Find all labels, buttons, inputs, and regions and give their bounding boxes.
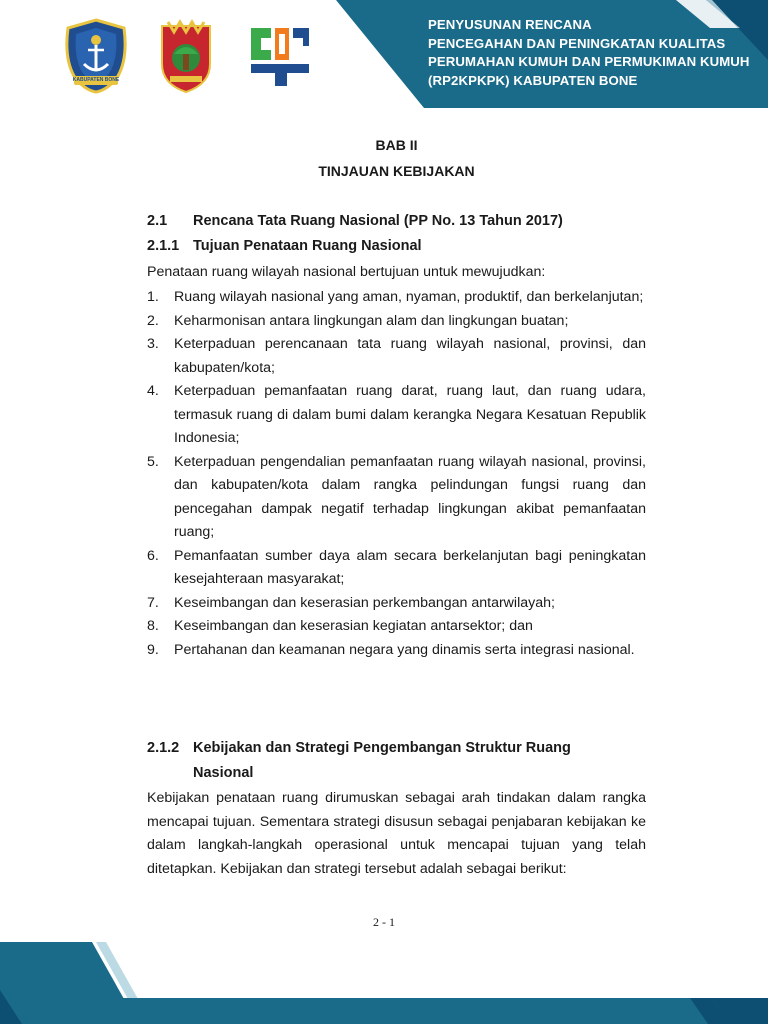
policy-paragraph: Kebijakan penataan ruang dirumuskan sebagai arah tindakan dalam rangka mencapai tujuan. Sementara strategi disusun sebagai penjabaran kebijakan ke dalam langkah-langkah operasional untuk mencapai tujuan yang telah ditetapkan. Kebijakan dan strategi tersebut adalah sebagai berikut: bbox=[147, 790, 646, 877]
header-title-line: PENCEGAHAN DAN PENINGKATAN KUALITAS bbox=[428, 35, 726, 51]
page-header bbox=[0, 0, 768, 108]
bone-logo-caption: KABUPATEN BONE bbox=[72, 77, 120, 83]
list-number: 2. bbox=[147, 312, 159, 329]
list-number: 6. bbox=[147, 547, 159, 564]
section-title-continued: Nasional bbox=[193, 765, 254, 781]
list-item bbox=[147, 310, 646, 334]
list-number: 8. bbox=[147, 618, 159, 634]
header-title-line: PENYUSUNAN RENCANA bbox=[428, 17, 592, 32]
list-item bbox=[147, 286, 646, 310]
intro-paragraph: Penataan ruang wilayah nasional bertujuan untuk mewujudkan: bbox=[147, 264, 546, 280]
list-text: Pertahanan dan keamanan negara yang dinamis serta integrasi nasional. bbox=[174, 641, 635, 658]
list-number: 7. bbox=[147, 594, 159, 611]
list-item bbox=[147, 545, 646, 592]
section-title: Kebijakan dan Strategi Pengembangan Struktur Ruang bbox=[193, 740, 571, 756]
list-number: 4. bbox=[147, 383, 159, 399]
chapter-title: TINJAUAN KEBIJAKAN bbox=[318, 163, 475, 179]
objectives-list bbox=[147, 286, 646, 662]
section-title: Rencana Tata Ruang Nasional (PP No. 13 Tahun 2017) bbox=[193, 213, 563, 229]
header-title bbox=[428, 16, 758, 90]
section-number: 2.1 bbox=[147, 213, 168, 229]
header-title-line: PERUMAHAN KUMUH DAN PERMUKIMAN KUMUH bbox=[428, 54, 750, 69]
kabupaten-bone-logo bbox=[62, 18, 130, 94]
list-text: Keseimbangan dan keserasian perkembangan antarwilayah; bbox=[174, 594, 555, 611]
list-text: Keterpaduan perencanaan tata ruang wilayah nasional, provinsi, dan kabupaten/kota; bbox=[174, 336, 646, 376]
list-item bbox=[147, 380, 646, 451]
section-number: 2.1.1 bbox=[147, 238, 180, 254]
list-item bbox=[147, 451, 646, 545]
section-title: Tujuan Penataan Ruang Nasional bbox=[193, 238, 422, 254]
cipta-karya-logo bbox=[247, 24, 313, 88]
list-number: 3. bbox=[147, 336, 159, 352]
list-item bbox=[147, 333, 646, 380]
page-number: 2 - 1 bbox=[373, 915, 395, 929]
section-number: 2.1.2 bbox=[147, 740, 180, 756]
list-text: Ruang wilayah nasional yang aman, nyaman, produktif, dan berkelanjutan; bbox=[174, 289, 644, 305]
header-title-line: (RP2KPKPK) KABUPATEN BONE bbox=[428, 72, 638, 88]
list-text: Keseimbangan dan keserasian kegiatan antarsektor; dan bbox=[174, 618, 533, 634]
footer-banner bbox=[0, 940, 768, 1024]
list-item bbox=[147, 592, 646, 616]
list-number: 9. bbox=[147, 641, 159, 658]
list-item bbox=[147, 615, 646, 639]
list-text: Keterpaduan pengendalian pemanfaatan ruang wilayah nasional, provinsi, dan kabupaten/kota dalam rangka pelindungan fungsi ruang dan pencegahan dampak negatif terhadap lingkungan akibat pemanfaatan ruang; bbox=[174, 453, 646, 540]
list-number: 1. bbox=[147, 289, 159, 305]
chapter-number: BAB II bbox=[375, 137, 418, 153]
list-text: Keterpaduan pemanfaatan ruang darat, ruang laut, dan ruang udara, termasuk ruang di dalam bumi dalam kerangka Negara Kesatuan Republik Indonesia; bbox=[174, 383, 646, 446]
list-text: Keharmonisan antara lingkungan alam dan lingkungan buatan; bbox=[174, 312, 569, 329]
list-item bbox=[147, 639, 646, 663]
list-number: 5. bbox=[147, 453, 159, 470]
list-text: Pemanfaatan sumber daya alam secara berkelanjutan bagi peningkatan kesejahteraan masyarakat; bbox=[174, 547, 646, 587]
sulsel-province-logo bbox=[156, 18, 216, 94]
